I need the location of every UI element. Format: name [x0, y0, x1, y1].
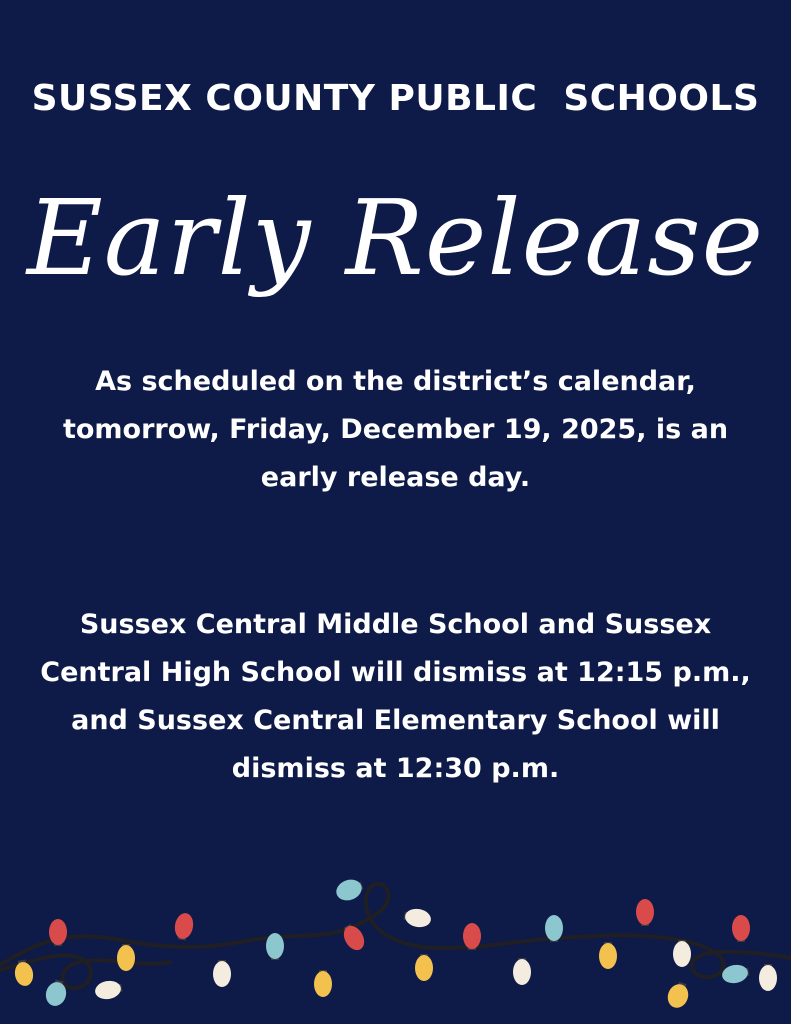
light-bulb [599, 942, 617, 969]
light-bulb [664, 979, 692, 1010]
light-bulb [314, 970, 332, 997]
light-bulb [759, 964, 777, 991]
light-bulb [732, 915, 750, 942]
dismissal-times: Sussex Central Middle School and Sussex Central High School will dismiss at 12:15 p.m., and Sussex Central Elementary School will dismiss at 12:30 p.m. [40, 609, 751, 784]
district-heading: SUSSEX COUNTY PUBLIC SCHOOLS [31, 78, 760, 119]
early-release-title: Early Release [26, 177, 765, 299]
light-bulb [415, 954, 433, 981]
light-bulb [173, 912, 195, 942]
string-lights-icon [0, 870, 791, 1024]
light-bulb [94, 979, 124, 1001]
light-bulb [266, 933, 284, 960]
light-bulb [513, 958, 531, 985]
light-bulb [213, 960, 231, 987]
light-bulb [333, 876, 365, 904]
schedule-notice: As scheduled on the district’s calendar, tomorrow, Friday, December 19, 2025, is an early release day. [62, 366, 729, 493]
light-bulb [673, 940, 691, 967]
light-bulb [636, 899, 654, 926]
light-bulb [403, 907, 433, 929]
light-bulb [117, 944, 135, 971]
